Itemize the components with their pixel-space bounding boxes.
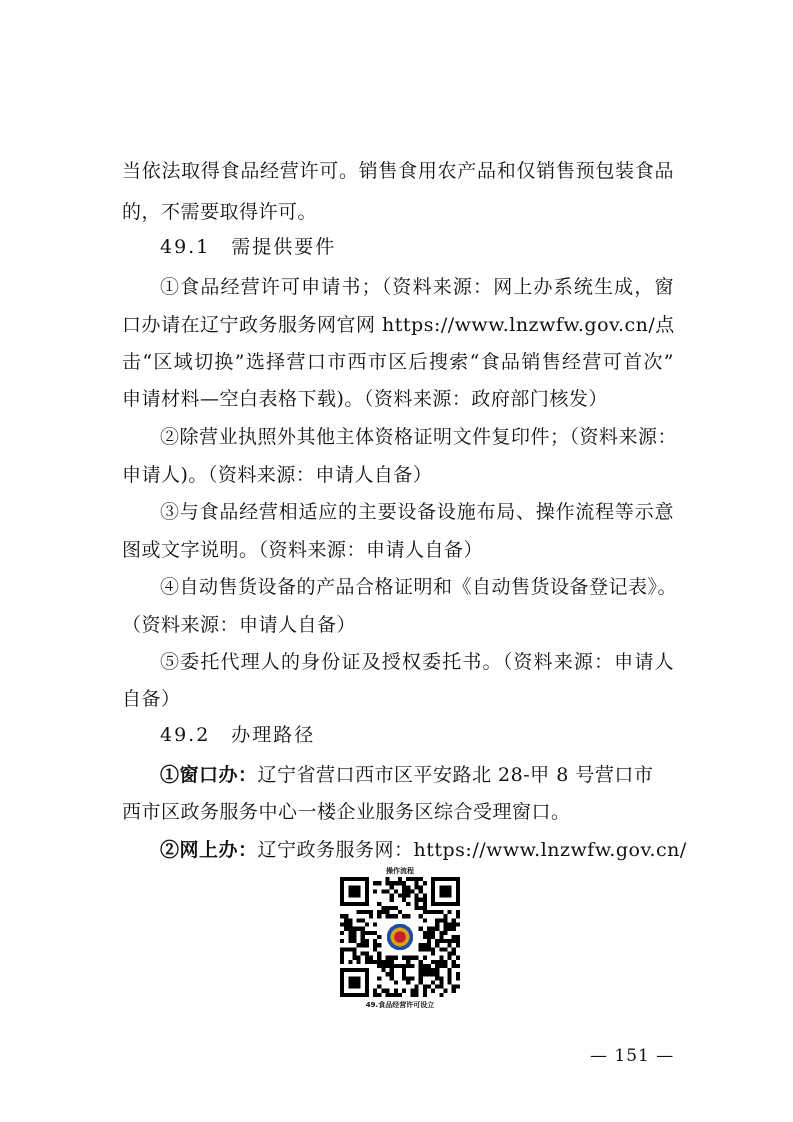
requirement-item-1: ①食品经营许可申请书；（资料来源：网上办系统生成，窗 [160,276,674,298]
route-window-line-cont: 西市区政务服务中心一楼企业服务区综合受理窗口。 [122,801,571,823]
paragraph-line: 当依法取得食品经营许可。销售食用农产品和仅销售预包装食品 [122,160,674,182]
requirement-item-2-cont: 申请人)。（资料来源：申请人自备） [122,464,433,486]
requirement-item-5-cont: 自备） [122,688,181,710]
qr-code-image[interactable] [340,877,460,997]
route-window-label: ①窗口办： [160,764,258,786]
requirement-item-1-cont: 击“区域切换”选择营口市西市区后搜索“食品销售经营可首次” [122,351,674,373]
paragraph-line: 的，不需要取得许可。 [122,201,318,223]
page-number: — 151 — [590,1046,675,1066]
route-online-label: ②网上办： [160,839,258,861]
qr-caption: 49.食品经营许可设立 [365,1001,435,1009]
qr-code-block [336,866,464,1012]
section-heading-49-1: 49.1 需提供要件 [160,236,337,258]
section-heading-49-2: 49.2 办理路径 [160,724,316,746]
requirement-item-2: ②除营业执照外其他主体资格证明文件复印件；（资料来源： [160,426,678,448]
route-online-line [160,835,687,865]
requirement-item-3-cont: 图或文字说明。（资料来源：申请人自备） [122,539,484,561]
qr-title: 操作流程 [386,867,414,875]
emblem-icon [386,923,415,952]
route-online-url[interactable]: 辽宁政务服务网：https://www.lnzwfw.gov.cn/ [257,839,687,861]
requirement-item-4: ④自动售货设备的产品合格证明和《自动售货设备登记表》。 [160,576,678,598]
route-window-line [160,760,674,790]
route-window-address: 辽宁省营口西市区平安路北 28-甲 8 号营口市 [257,764,654,786]
requirement-item-1-cont: 口办请在辽宁政务服务网官网 https://www.lnzwfw.gov.cn/点 [122,314,675,336]
requirement-item-5: ⑤委托代理人的身份证及授权委托书。（资料来源：申请人 [160,651,674,673]
requirement-item-4-cont: （资料来源：申请人自备） [122,614,357,636]
requirement-item-1-cont: 申请材料—空白表格下载)。（资料来源：政府部门核发） [122,388,608,410]
requirement-item-3: ③与食品经营相适应的主要设备设施布局、操作流程等示意 [160,501,674,523]
